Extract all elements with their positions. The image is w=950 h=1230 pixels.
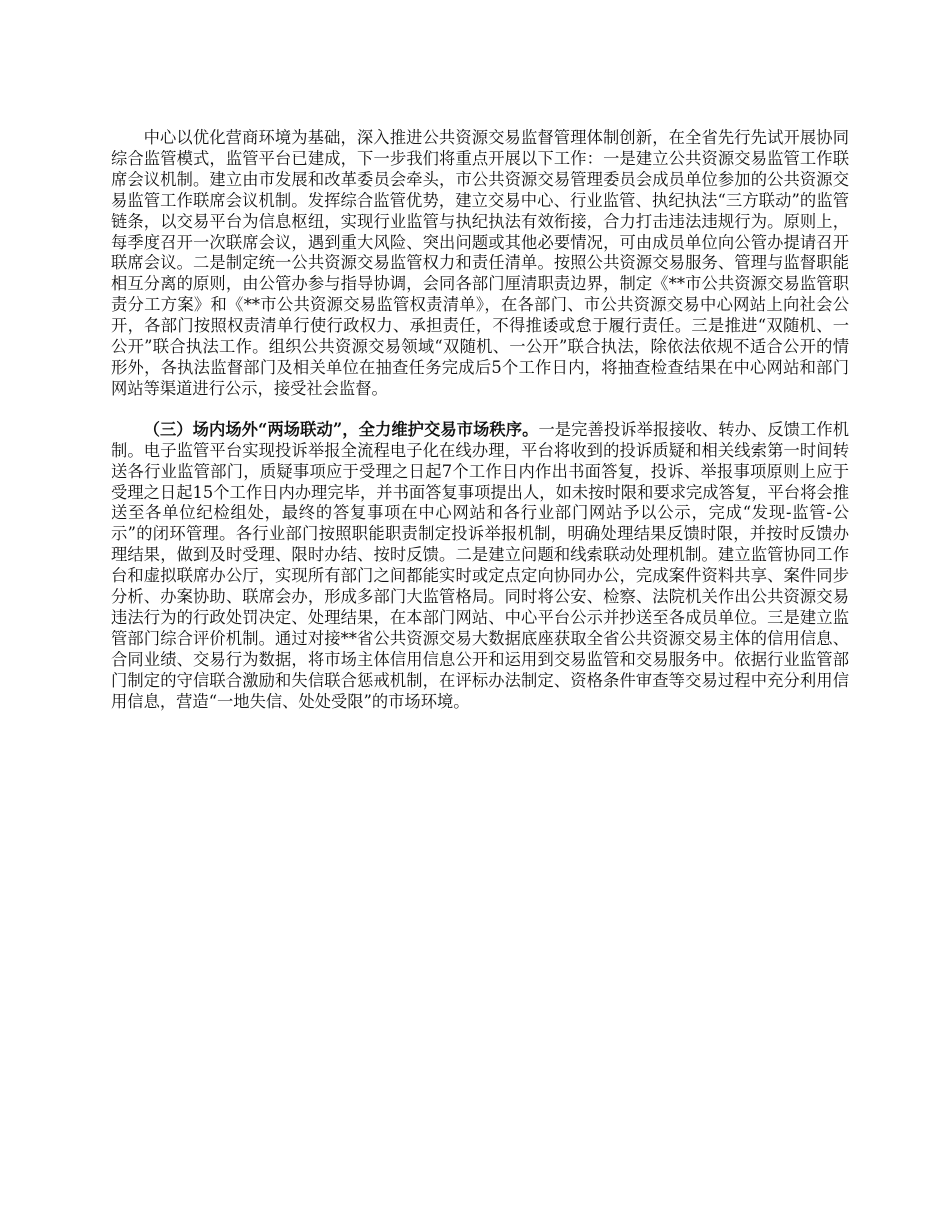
document-body [111, 128, 849, 712]
paragraph-2-body: 一是完善投诉举报接收、转办、反馈工作机制。电子监管平台实现投诉举报全流程电子化在线办理，平台将收到的投诉质疑和相关线索第一时间转送各行业监管部门，质疑事项应于受理之日起7个工作日内作出书面答复，投诉、举报事项原则上应于受理之日起15个工作日内办理完毕，并书面答复事项提出人，如未按时限和要求完成答复，平台将会推送至各单位纪检组处，最终的答复事项在中心网站和各行业部门网站予以公示，完成“发现-监管-公示”的闭环管理。各行业部门按照职能职责制定投诉举报机制，明确处理结果反馈时限，并按时反馈办理结果，做到及时受理、限时办结、按时反馈。二是建立问题和线索联动处理机制。建立监管协同工作台和虚拟联席办公厅，实现所有部门之间都能实时或定点定向协同办公，完成案件资料共享、案件同步分析、办案协助、联席会办，形成多部门大监管格局。同时将公安、检察、法院机关作出公共资源交易违法行为的行政处罚决定、处理结果，在本部门网站、中心平台公示并抄送至各成员单位。三是建立监管部门综合评价机制。通过对接**省公共资源交易大数据底座获取全省公共资源交易主体的信用信息、合同业绩、交易行为数据，将市场主体信用信息公开和运用到交易监管和交易服务中。依据行业监管部门制定的守信联合激励和失信联合惩戒机制，在评标办法制定、资格条件审查等交易过程中充分利用信用信息，营造“一地失信、处处受限”的市场环境。 [111, 419, 849, 711]
paragraph-1: 中心以优化营商环境为基础，深入推进公共资源交易监督管理体制创新，在全省先行先试开展协同综合监管模式，监管平台已建成，下一步我们将重点开展以下工作：一是建立公共资源交易监管工作联席会议机制。建立由市发展和改革委员会牵头，市公共资源交易管理委员会成员单位参加的公共资源交易监管工作联席会议机制。发挥综合监管优势，建立交易中心、行业监管、执纪执法“三方联动”的监管链条，以交易平台为信息枢纽，实现行业监管与执纪执法有效衔接，合力打击违法违规行为。原则上，每季度召开一次联席会议，遇到重大风险、突出问题或其他必要情况，可由成员单位向公管办提请召开联席会议。二是制定统一公共资源交易监管权力和责任清单。按照公共资源交易服务、管理与监督职能相互分离的原则，由公管办参与指导协调，会同各部门厘清职责边界，制定《**市公共资源交易监管职责分工方案》和《**市公共资源交易监管权责清单》，在各部门、市公共资源交易中心网站上向社会公开，各部门按照权责清单行使行政权力、承担责任，不得推诿或怠于履行责任。三是推进“双随机、一公开”联合执法工作。组织公共资源交易领域“双随机、一公开”联合执法，除依法依规不适合公开的情形外，各执法监督部门及相关单位在抽查任务完成后5个工作日内，将抽查检查结果在中心网站和部门网站等渠道进行公示，接受社会监督。 [111, 128, 849, 398]
section-heading: （三）场内场外“两场联动”，全力维护交易市场秩序。 [143, 419, 539, 439]
paragraph-2 [111, 420, 849, 713]
